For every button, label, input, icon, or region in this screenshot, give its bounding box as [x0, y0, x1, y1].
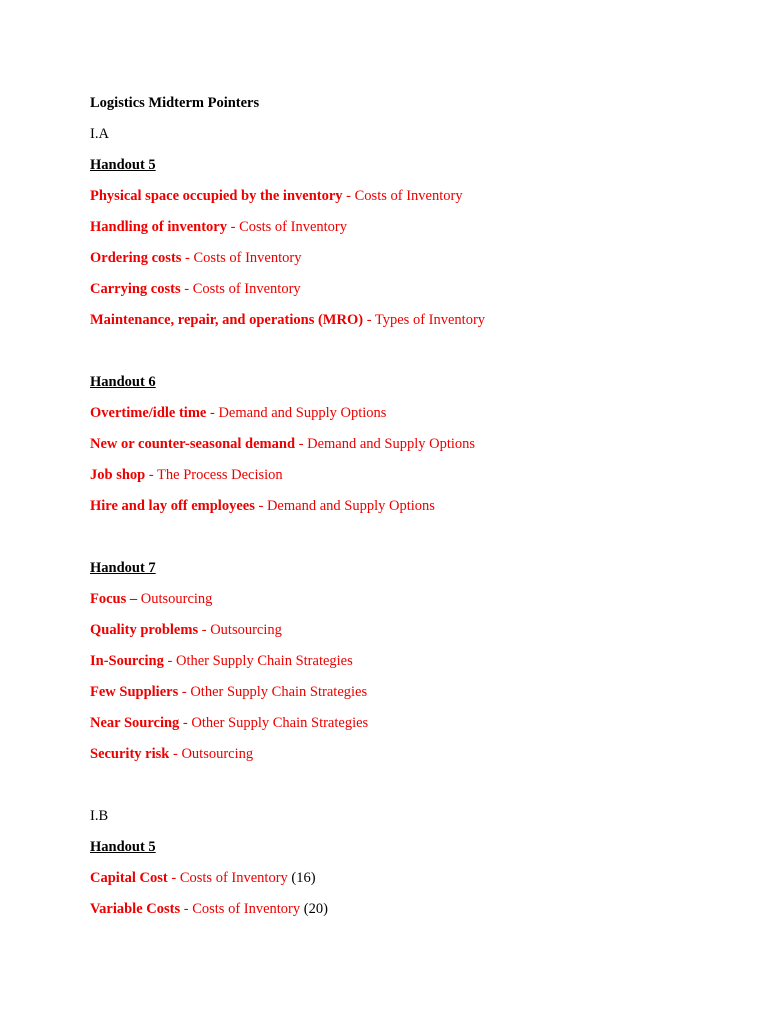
section-label-ia: I.A [90, 126, 109, 142]
item-category: Costs of Inventory [193, 250, 302, 266]
list-item [90, 744, 730, 775]
item-points: (20) [300, 901, 328, 917]
item-separator: – [126, 591, 141, 607]
item-category: Costs of Inventory [239, 219, 347, 235]
item-separator: - [163, 653, 176, 669]
item-separator: - [145, 467, 158, 483]
document-title: Logistics Midterm Pointers [90, 95, 260, 111]
item-category: Other Supply Chain Strategies [190, 684, 368, 700]
item-separator: - [181, 250, 194, 266]
list-item [90, 899, 730, 930]
item-category: Costs of Inventory [179, 870, 288, 886]
item-category: Outsourcing [210, 622, 282, 638]
blank-line [90, 527, 730, 558]
item-separator: - [169, 746, 182, 762]
handout-heading: Handout 5 [90, 157, 156, 173]
list-item [90, 868, 730, 899]
blank-line [90, 341, 730, 372]
item-category: Costs of Inventory [192, 281, 301, 297]
item-separator: - [180, 901, 193, 917]
item-category: Other Supply Chain Strategies [175, 653, 353, 669]
item-separator: - [226, 219, 240, 235]
list-item [90, 186, 730, 217]
item-separator: - [198, 622, 211, 638]
item-separator: - [206, 405, 219, 421]
item-category: Demand and Supply Options [266, 498, 435, 514]
item-separator: - [167, 870, 180, 886]
item-separator: - [178, 684, 191, 700]
item-term: Job shop [90, 467, 146, 483]
list-item [90, 310, 730, 341]
list-item [90, 248, 730, 279]
item-term: In-Sourcing [90, 653, 164, 669]
item-term: Handling of inventory [90, 219, 227, 235]
list-item [90, 713, 730, 744]
document-page [90, 93, 730, 930]
list-item [90, 651, 730, 682]
item-category: Costs of Inventory [354, 188, 463, 204]
list-item [90, 279, 730, 310]
item-category: Outsourcing [181, 746, 254, 762]
list-item [90, 217, 730, 248]
list-item [90, 465, 730, 496]
section-label-ib: I.B [90, 808, 109, 824]
item-term: Carrying costs [90, 281, 181, 297]
item-category: Costs of Inventory [192, 901, 301, 917]
item-separator: - [180, 281, 193, 297]
item-term: Capital Cost [90, 870, 168, 886]
handout-heading: Handout 6 [90, 374, 156, 390]
item-term: Variable Costs [90, 901, 181, 917]
item-term: Focus [90, 591, 127, 607]
item-category: The Process Decision [157, 467, 283, 483]
item-category: Types of Inventory [374, 312, 486, 328]
item-term: Maintenance, repair, and operations (MRO) [90, 312, 364, 328]
item-term: Near Sourcing [90, 715, 180, 731]
item-points: (16) [287, 870, 316, 886]
item-term: Physical space occupied by the inventory [90, 188, 343, 204]
item-term: Security risk [90, 746, 170, 762]
item-category: Demand and Supply Options [307, 436, 476, 452]
item-term: New or counter-seasonal demand [90, 436, 296, 452]
list-item [90, 434, 730, 465]
handout-heading: Handout 7 [90, 560, 156, 576]
list-item [90, 589, 730, 620]
handout-heading: Handout 5 [90, 839, 156, 855]
list-item [90, 496, 730, 527]
item-separator: - [254, 498, 267, 514]
item-category: Outsourcing [140, 591, 213, 607]
list-item [90, 682, 730, 713]
item-separator: - [342, 188, 355, 204]
item-category: Demand and Supply Options [218, 405, 387, 421]
item-term: Hire and lay off employees [90, 498, 255, 514]
item-separator: - [363, 312, 375, 328]
list-item [90, 620, 730, 651]
blank-line [90, 775, 730, 806]
list-item [90, 403, 730, 434]
item-term: Ordering costs [90, 250, 182, 266]
item-category: Other Supply Chain Strategies [191, 715, 369, 731]
item-term: Few Suppliers [90, 684, 179, 700]
item-term: Overtime/idle time [90, 405, 207, 421]
item-term: Quality problems [90, 622, 199, 638]
item-separator: - [295, 436, 308, 452]
item-separator: - [179, 715, 192, 731]
